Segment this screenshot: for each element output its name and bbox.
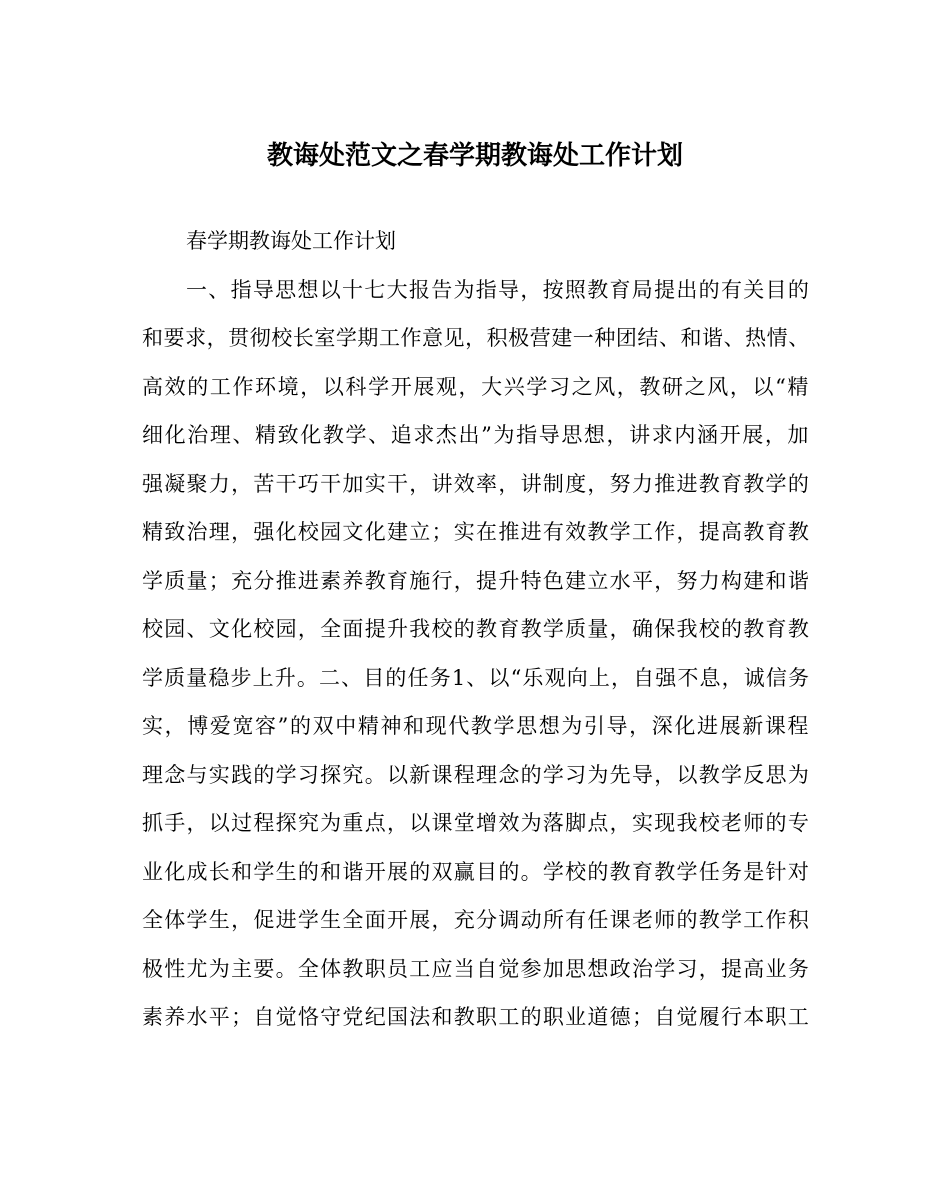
paragraph-line: 校园、文化校园，全面提升我校的教育教学质量，确保我校的教育教 — [142, 617, 811, 641]
document-title: 教诲处范文之春学期教诲处工作计划 — [266, 141, 683, 171]
paragraph-line: 业化成长和学生的和谐开展的双赢目的。学校的教育教学任务是针对 — [142, 859, 811, 884]
paragraph-line: 素养水平；自觉恪守党纪国法和教职工的职业道德；自觉履行本职工 — [142, 1005, 811, 1029]
paragraph-line: 和要求，贯彻校长室学期工作意见，积极营建一种团结、和谐、热情、 — [142, 326, 810, 350]
paragraph-line: 学质量；充分推进素养教育施行，提升特色建立水平，努力构建和谐 — [142, 568, 811, 593]
paragraph-line: 强凝聚力，苦干巧干加实干，讲效率，讲制度，努力推进教育教学的 — [142, 471, 811, 496]
paragraph-line: 全体学生，促进学生全面开展，充分调动所有任课老师的教学工作积 — [142, 908, 811, 932]
paragraph-line: 极性尤为主要。全体教职员工应当自觉参加思想政治学习，提高业务 — [142, 956, 811, 981]
subtitle-line: 春学期教诲处工作计划 — [186, 229, 396, 253]
paragraph-line: 一、指导思想以十七大报告为指导，按照教育局提出的有关目的 — [186, 277, 811, 302]
paragraph-line: 学质量稳步上升。二、目的任务1、以“乐观向上，自强不息，诚信务 — [142, 665, 811, 690]
paragraph-line: 实，博爱宽容”的双中精神和现代教学思想为引导，深化进展新课程 — [142, 714, 811, 738]
paragraph-line: 高效的工作环境，以科学开展观，大兴学习之风，教研之风，以“精 — [142, 374, 811, 399]
paragraph-line: 抓手，以过程探究为重点，以课堂增效为落脚点，实现我校老师的专 — [142, 811, 811, 835]
paragraph-line: 细化治理、精致化教学、追求杰出”为指导思想，讲求内涵开展，加 — [142, 423, 811, 447]
paragraph-line: 精致治理，强化校园文化建立；实在推进有效教学工作，提高教育教 — [142, 520, 811, 544]
paragraph-line: 理念与实践的学习探究。以新课程理念的学习为先导，以教学反思为 — [142, 762, 811, 787]
document-body — [142, 217, 810, 1042]
